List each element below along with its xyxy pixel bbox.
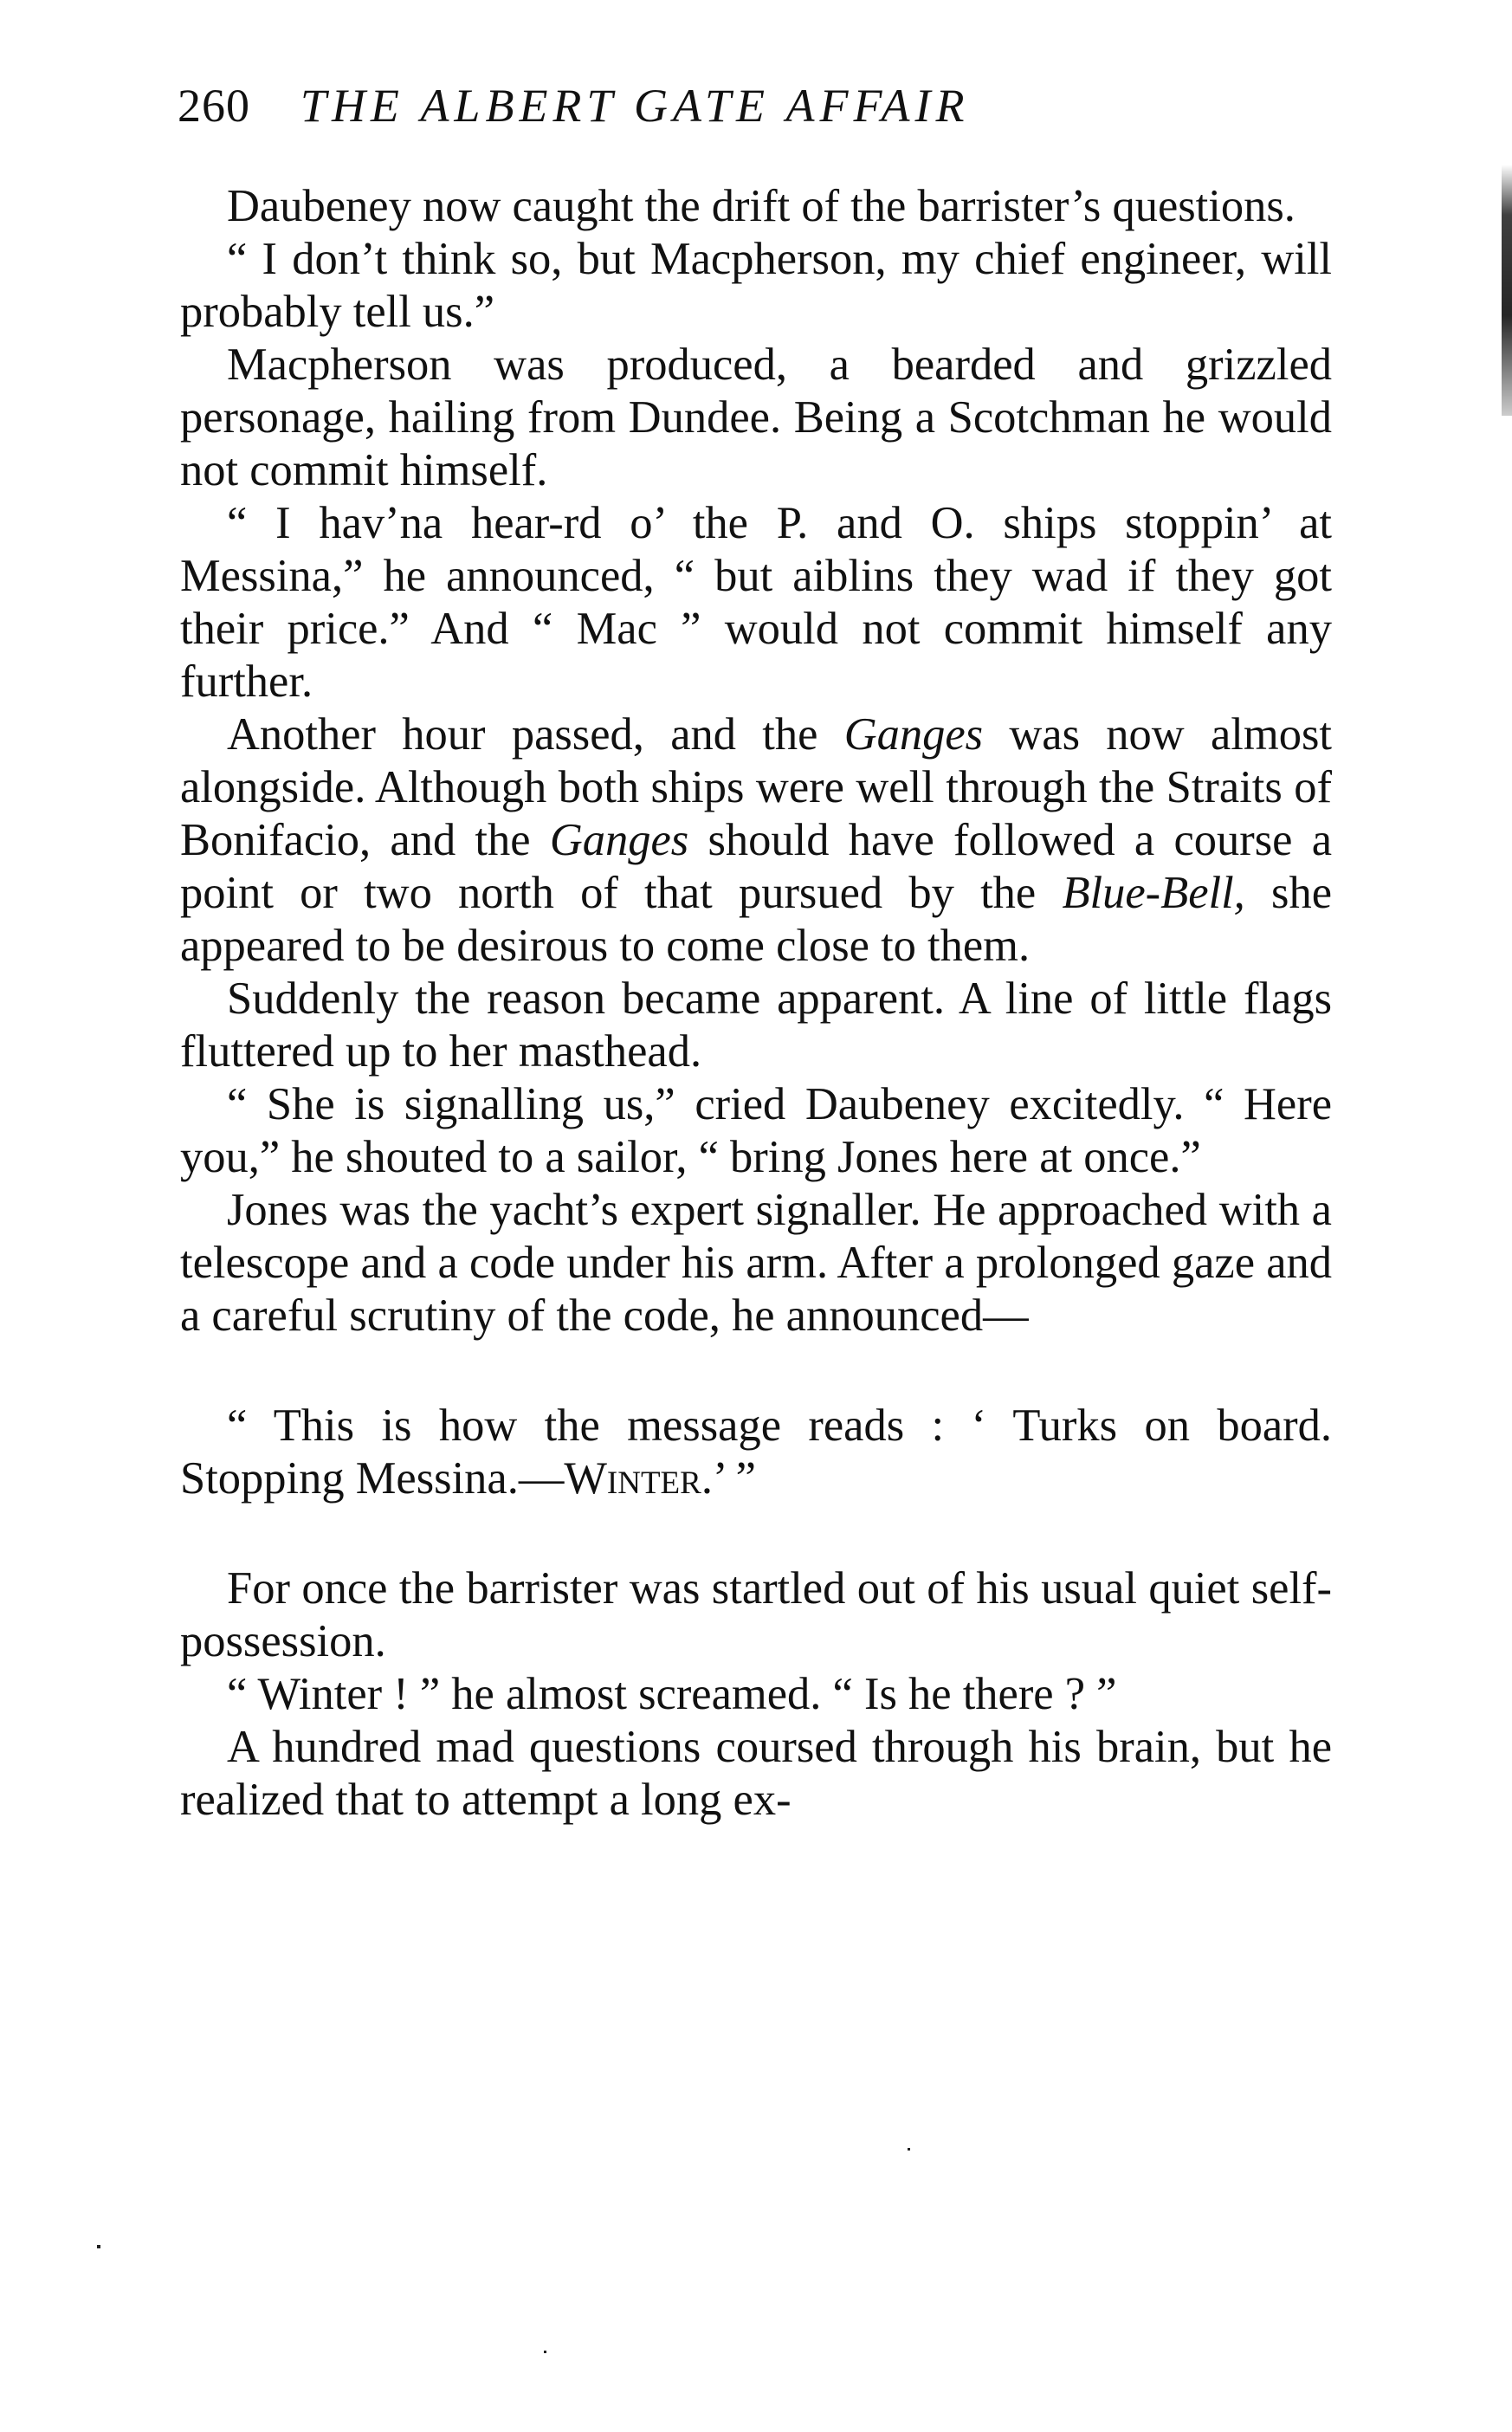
paragraph-text: Suddenly the reason became apparent. A line of little flags fluttered up to her masthead. [180,973,1332,1077]
paragraph [180,497,1332,708]
paragraph [180,1721,1332,1827]
paragraph [180,180,1332,233]
ship-name: Ganges [843,709,984,760]
paragraph-text: Macpherson was produced, a bearded and grizzled personage, hailing from Dundee. Being a Scotchman he would not commit himself. [180,340,1332,495]
paragraph [180,233,1332,339]
paragraph-text: Another hour passed, and the [227,709,844,760]
paragraph [180,1562,1332,1668]
running-head [178,80,1338,133]
page-number: 260 [178,80,250,132]
paragraph [180,708,1332,973]
paragraph [180,973,1332,1078]
paragraph-text: Jones was the yacht’s expert signaller. He approached with a telescope and a code under his arm. After a prolonged gaze and a careful scrutiny of the code, he announced— [180,1185,1332,1341]
scan-speck [908,2148,910,2151]
paragraph-text: For once the barrister was startled out of his usual quiet self-possession. [180,1563,1332,1666]
paragraph-text: .’ ” [701,1453,756,1504]
signal-message [180,1400,1332,1505]
ship-name: Blue-Bell, [1062,868,1245,918]
paragraph-text: “ I don’t think so, but Macpherson, my chief engineer, will probably tell us.” [180,234,1332,337]
running-title: THE ALBERT GATE AFFAIR [300,80,970,132]
paragraph [180,1184,1332,1342]
paragraph [180,1078,1332,1184]
paragraph-text: should have followed a course a point or two north of that pursued by the [180,815,1332,918]
paragraph-text: was now almost alongside. Although both ships were well through the Straits of Bonifacio, and the [180,709,1332,865]
signal-signature: Winter [564,1453,701,1504]
paragraph-text: “ Winter ! ” he almost screamed. “ Is he there ? ” [227,1669,1117,1719]
scan-speck [97,2245,100,2248]
paragraph-text: A hundred mad questions coursed through his brain, but he realized that to attempt a long ex- [180,1722,1332,1825]
paragraph-text: she appeared to be desirous to come close to them. [180,868,1332,971]
scan-speck [544,2351,546,2353]
scan-edge-shadow [1502,165,1512,416]
paragraph [180,1668,1332,1721]
paragraph-text: “ This is how the message reads : ‘ Turks on board. Stopping Messina.— [180,1400,1332,1504]
ship-name: Ganges [549,815,689,865]
paragraph-text: Daubeney now caught the drift of the barrister’s questions. [227,181,1296,231]
paragraph-text: “ She is signalling us,” cried Daubeney excitedly. “ Here you,” he shouted to a sailor, “ bring Jones here at once.” [180,1079,1332,1182]
paragraph-text: “ I hav’na hear-rd o’ the P. and O. ships stoppin’ at Messina,” he announced, “ but aiblins they wad if they got their price.” And “ Mac ” would not commit himself any further. [180,498,1332,707]
paragraph [180,339,1332,497]
body-text [180,180,1332,1827]
